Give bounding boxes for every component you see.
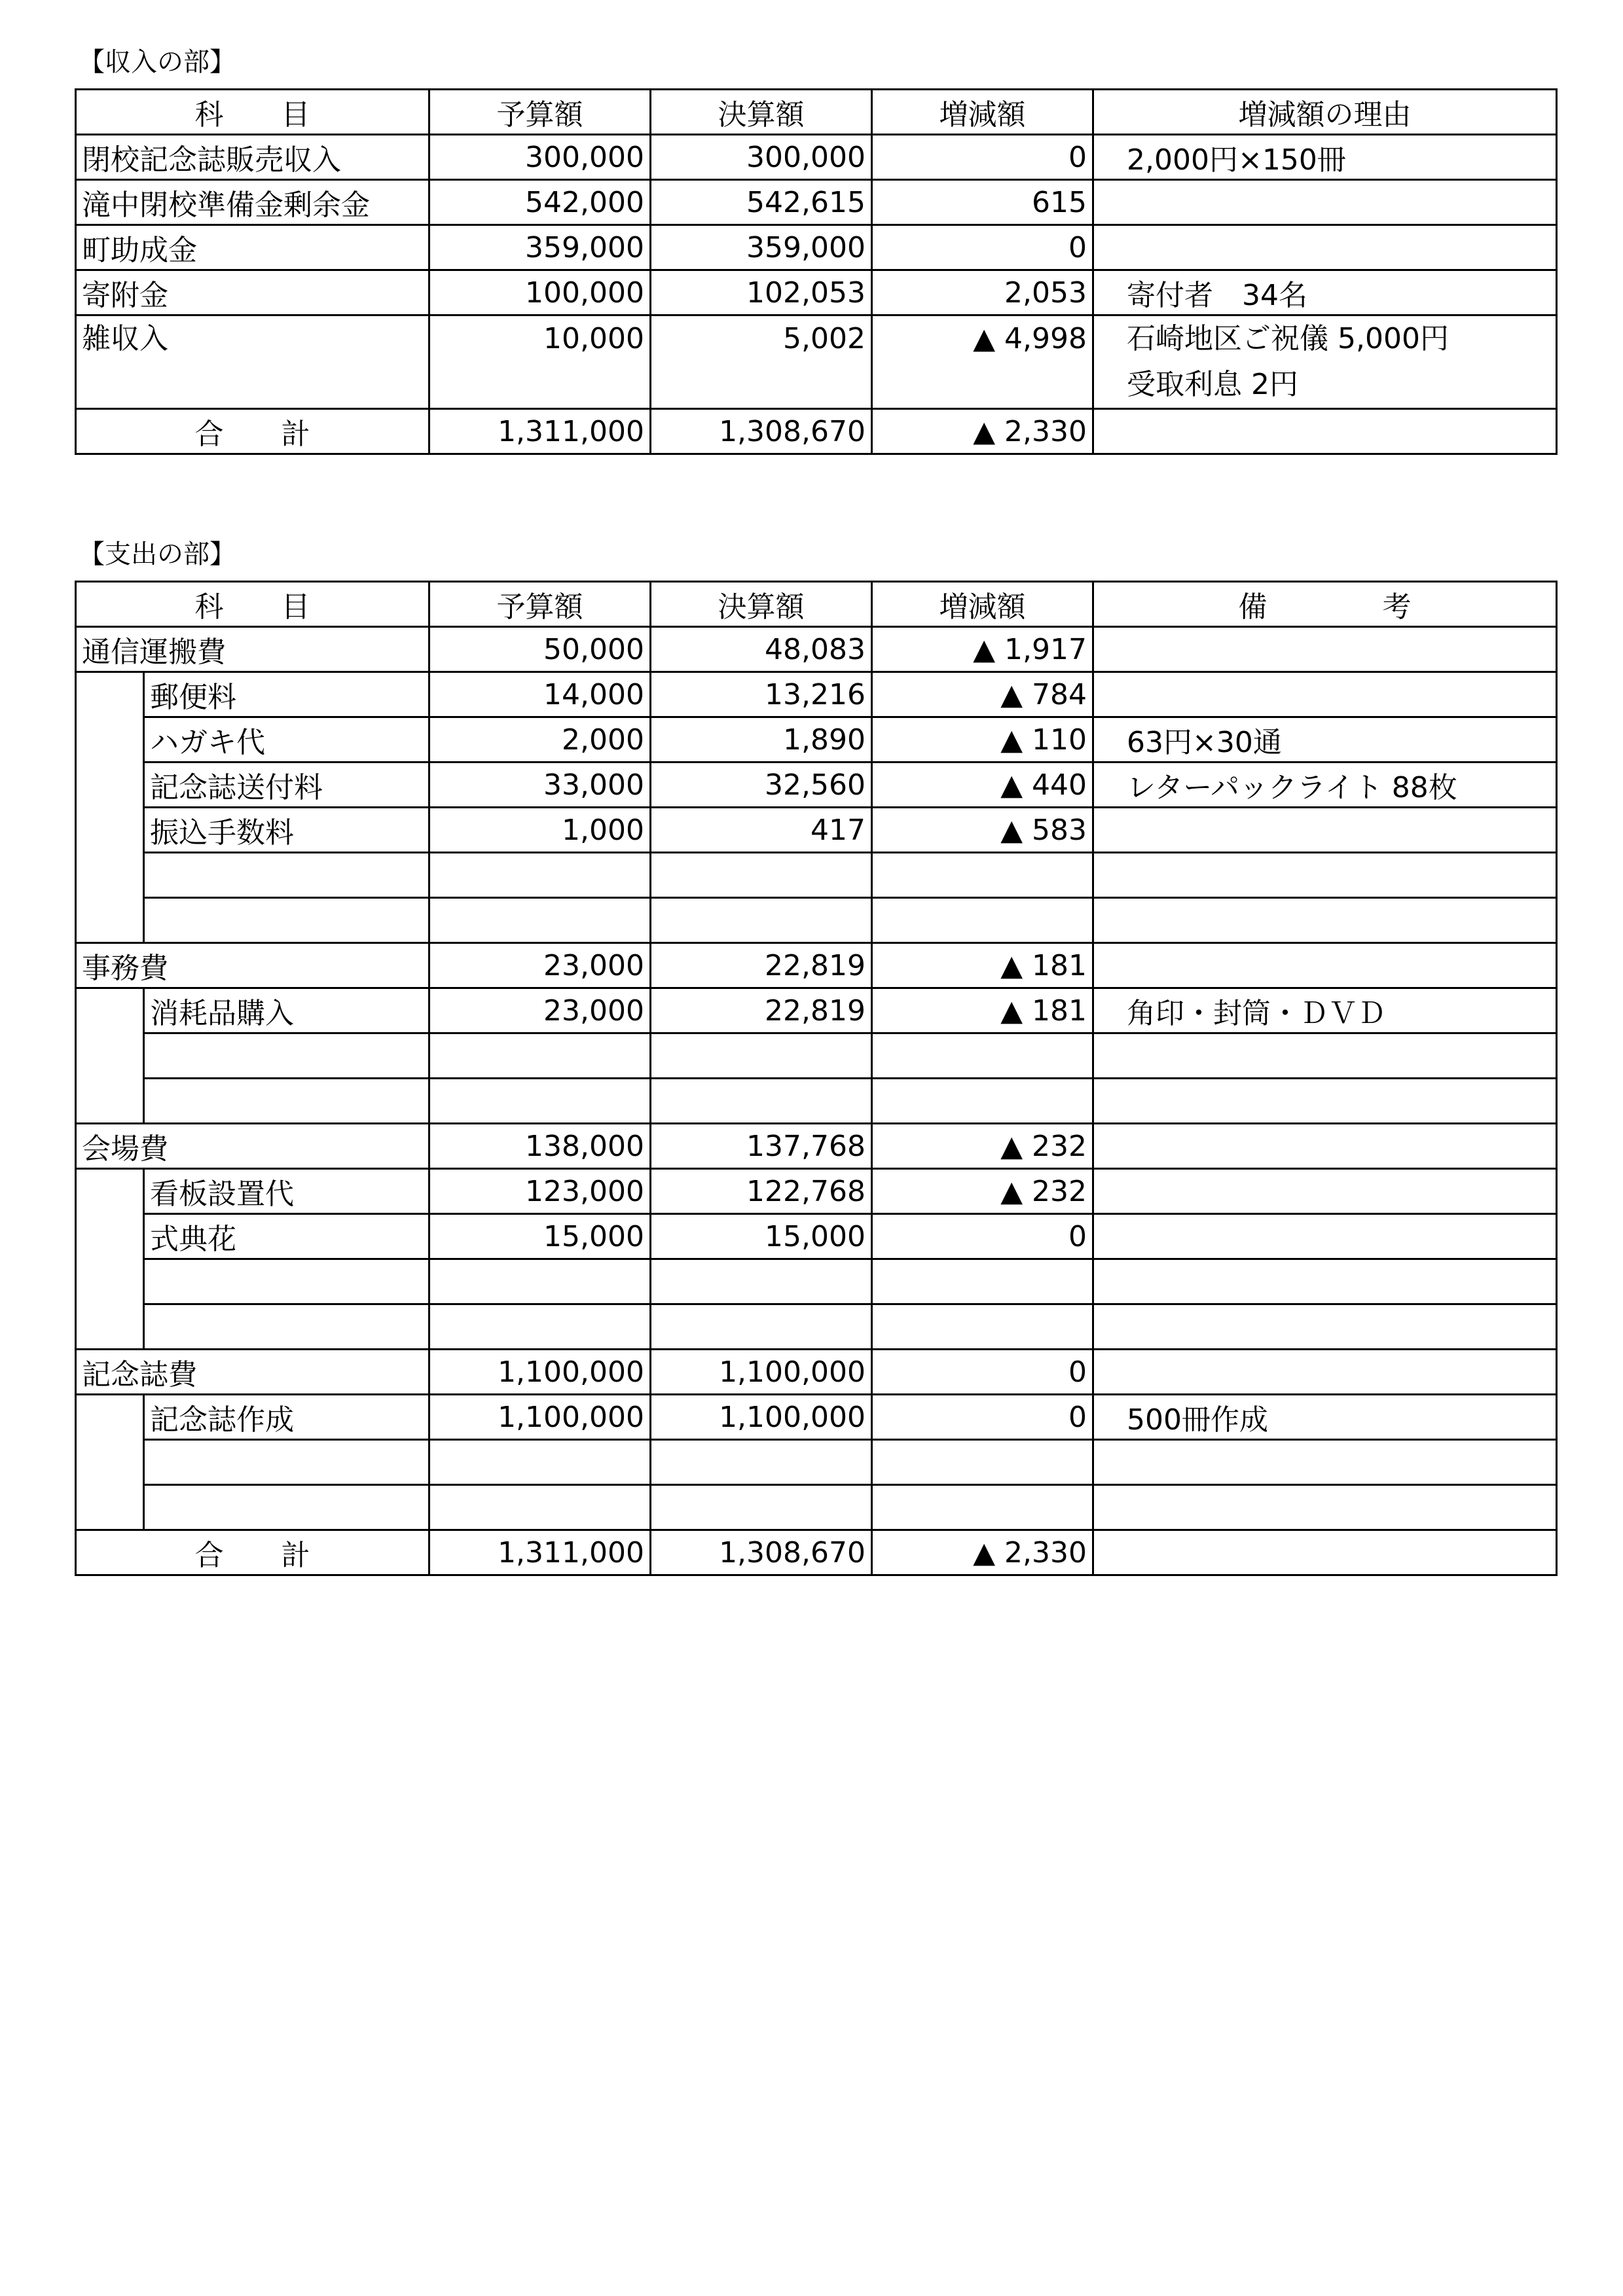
header-item: 科 目 [76,90,429,135]
blank-cell [872,1440,1093,1485]
diff-cell: ▲ 232 [872,1169,1093,1214]
sub-row [76,1395,1557,1440]
budget-cell: 23,000 [429,988,651,1033]
blank-cell [429,853,651,898]
diff-cell: ▲ 232 [872,1124,1093,1169]
budget-text: 10,000 [543,322,644,355]
blank-cell [429,898,651,943]
total-diff: ▲ 2,330 [872,409,1093,454]
sub-row [76,672,1557,717]
diff-cell: ▲ 181 [872,943,1093,988]
diff-cell: 0 [872,1395,1093,1440]
budget-cell: 1,000 [429,808,651,853]
item-cell [76,315,429,409]
header-budget: 予算額 [429,582,651,627]
actual-cell: 102,053 [651,270,872,315]
actual-cell: 300,000 [651,135,872,180]
actual-cell [651,315,872,409]
blank-row [76,853,1557,898]
total-actual: 1,308,670 [651,409,872,454]
diff-cell: ▲ 440 [872,762,1093,808]
diff-cell: 615 [872,180,1093,225]
table-row [76,315,1557,409]
actual-cell: 542,615 [651,180,872,225]
note-cell [1093,627,1557,672]
actual-cell: 13,216 [651,672,872,717]
blank-cell [651,1485,872,1530]
note-line-2: 受取利息 2円 [1127,368,1298,401]
note-cell: 2,000円×150冊 [1093,135,1557,180]
item-cell: 閉校記念誌販売収入 [76,135,429,180]
actual-cell: 1,100,000 [651,1395,872,1440]
sub-item-cell: ハガキ代 [144,717,429,762]
diff-cell: 0 [872,1214,1093,1259]
diff-text: ▲ 4,998 [973,322,1087,355]
expense-section-title: 【支出の部】 [79,539,236,569]
expense-header-row [76,582,1557,627]
sub-row [76,717,1557,762]
blank-cell [144,853,429,898]
note-cell [1093,1169,1557,1214]
blank-cell [144,898,429,943]
diff-cell: ▲ 110 [872,717,1093,762]
blank-cell [144,1440,429,1485]
blank-cell [872,853,1093,898]
blank-row [76,1304,1557,1350]
note-cell [1093,1214,1557,1259]
blank-row [76,898,1557,943]
indent-cell [76,988,144,1124]
note-line-1: 石崎地区ご祝儀 5,000円 [1127,322,1449,355]
header-actual: 決算額 [651,90,872,135]
actual-cell: 1,890 [651,717,872,762]
sub-row [76,1214,1557,1259]
expense-table [75,581,1558,1576]
budget-cell: 23,000 [429,943,651,988]
budget-cell: 15,000 [429,1214,651,1259]
budget-cell: 33,000 [429,762,651,808]
blank-cell [651,898,872,943]
total-row [76,409,1557,454]
sub-row [76,1169,1557,1214]
table-row [76,180,1557,225]
blank-cell [1093,1259,1557,1304]
total-note [1093,1530,1557,1575]
group-item-cell: 通信運搬費 [76,627,429,672]
note-cell [1093,315,1557,409]
group-row [76,627,1557,672]
blank-cell [872,1079,1093,1124]
header-item: 科 目 [76,582,429,627]
total-row [76,1530,1557,1575]
note-cell [1093,672,1557,717]
budget-cell: 138,000 [429,1124,651,1169]
sub-item-cell: 郵便料 [144,672,429,717]
total-diff: ▲ 2,330 [872,1530,1093,1575]
blank-cell [429,1440,651,1485]
group-row [76,1124,1557,1169]
total-actual: 1,308,670 [651,1530,872,1575]
actual-cell: 22,819 [651,943,872,988]
item-text: 雑収入 [82,322,168,355]
sub-row [76,762,1557,808]
note-cell [1093,180,1557,225]
diff-cell: 2,053 [872,270,1093,315]
group-row [76,943,1557,988]
budget-cell: 1,100,000 [429,1350,651,1395]
blank-cell [1093,1033,1557,1079]
blank-cell [651,1304,872,1350]
header-remarks: 備 考 [1093,582,1557,627]
total-label: 合 計 [76,409,429,454]
blank-cell [872,1259,1093,1304]
budget-cell: 542,000 [429,180,651,225]
header-diff: 増減額 [872,582,1093,627]
blank-cell [651,1079,872,1124]
budget-cell: 2,000 [429,717,651,762]
sub-item-cell: 記念誌送付料 [144,762,429,808]
budget-cell [429,315,651,409]
table-row [76,135,1557,180]
blank-cell [144,1079,429,1124]
group-item-cell: 記念誌費 [76,1350,429,1395]
actual-cell: 22,819 [651,988,872,1033]
blank-row [76,1440,1557,1485]
blank-cell [872,898,1093,943]
sub-item-cell: 記念誌作成 [144,1395,429,1440]
actual-cell: 32,560 [651,762,872,808]
blank-cell [429,1304,651,1350]
diff-cell: ▲ 583 [872,808,1093,853]
header-diff: 増減額 [872,90,1093,135]
note-cell: レターパックライト 88枚 [1093,762,1557,808]
income-section-title: 【収入の部】 [79,47,236,77]
actual-cell: 417 [651,808,872,853]
budget-cell: 14,000 [429,672,651,717]
blank-cell [1093,1304,1557,1350]
group-row [76,1350,1557,1395]
diff-cell: 0 [872,1350,1093,1395]
diff-cell: ▲ 1,917 [872,627,1093,672]
blank-cell [429,1033,651,1079]
actual-text: 5,002 [783,322,866,355]
blank-cell [651,1259,872,1304]
actual-cell: 1,100,000 [651,1350,872,1395]
note-cell [1093,808,1557,853]
actual-cell: 137,768 [651,1124,872,1169]
budget-cell: 1,100,000 [429,1395,651,1440]
item-cell: 滝中閉校準備金剰余金 [76,180,429,225]
header-reason: 増減額の理由 [1093,90,1557,135]
indent-cell [76,672,144,943]
total-note [1093,409,1557,454]
item-cell: 寄附金 [76,270,429,315]
note-cell: 角印・封筒・ＤＶＤ [1093,988,1557,1033]
blank-row [76,1485,1557,1530]
blank-cell [1093,898,1557,943]
sub-item-cell: 式典花 [144,1214,429,1259]
indent-cell [76,1395,144,1530]
budget-cell: 50,000 [429,627,651,672]
total-budget: 1,311,000 [429,1530,651,1575]
blank-cell [1093,853,1557,898]
diff-cell: 0 [872,225,1093,270]
income-header-row [76,90,1557,135]
blank-cell [651,1033,872,1079]
note-cell: 63円×30通 [1093,717,1557,762]
income-table [75,88,1558,455]
blank-cell [651,1440,872,1485]
blank-row [76,1033,1557,1079]
sub-item-cell: 振込手数料 [144,808,429,853]
note-cell [1093,1124,1557,1169]
diff-cell: ▲ 181 [872,988,1093,1033]
note-cell [1093,225,1557,270]
blank-cell [872,1304,1093,1350]
blank-cell [1093,1485,1557,1530]
blank-cell [429,1259,651,1304]
blank-cell [144,1304,429,1350]
note-cell [1093,1350,1557,1395]
table-row [76,225,1557,270]
blank-row [76,1259,1557,1304]
blank-cell [1093,1440,1557,1485]
sub-item-cell: 看板設置代 [144,1169,429,1214]
actual-cell: 15,000 [651,1214,872,1259]
blank-row [76,1079,1557,1124]
budget-cell: 123,000 [429,1169,651,1214]
sub-row [76,988,1557,1033]
budget-cell: 100,000 [429,270,651,315]
group-item-cell: 会場費 [76,1124,429,1169]
sub-item-cell: 消耗品購入 [144,988,429,1033]
actual-cell: 359,000 [651,225,872,270]
group-item-cell: 事務費 [76,943,429,988]
note-cell: 寄付者 34名 [1093,270,1557,315]
budget-cell: 300,000 [429,135,651,180]
blank-cell [429,1079,651,1124]
blank-cell [651,853,872,898]
blank-cell [144,1259,429,1304]
header-actual: 決算額 [651,582,872,627]
diff-cell: ▲ 784 [872,672,1093,717]
blank-cell [872,1033,1093,1079]
sub-row [76,808,1557,853]
total-label: 合 計 [76,1530,429,1575]
table-row [76,270,1557,315]
actual-cell: 122,768 [651,1169,872,1214]
expense-body [76,627,1557,1575]
actual-cell: 48,083 [651,627,872,672]
budget-cell: 359,000 [429,225,651,270]
item-cell: 町助成金 [76,225,429,270]
total-budget: 1,311,000 [429,409,651,454]
diff-cell [872,315,1093,409]
header-budget: 予算額 [429,90,651,135]
blank-cell [1093,1079,1557,1124]
note-cell [1093,943,1557,988]
note-cell: 500冊作成 [1093,1395,1557,1440]
blank-cell [872,1485,1093,1530]
blank-cell [429,1485,651,1530]
blank-cell [144,1033,429,1079]
diff-cell: 0 [872,135,1093,180]
indent-cell [76,1169,144,1350]
blank-cell [144,1485,429,1530]
